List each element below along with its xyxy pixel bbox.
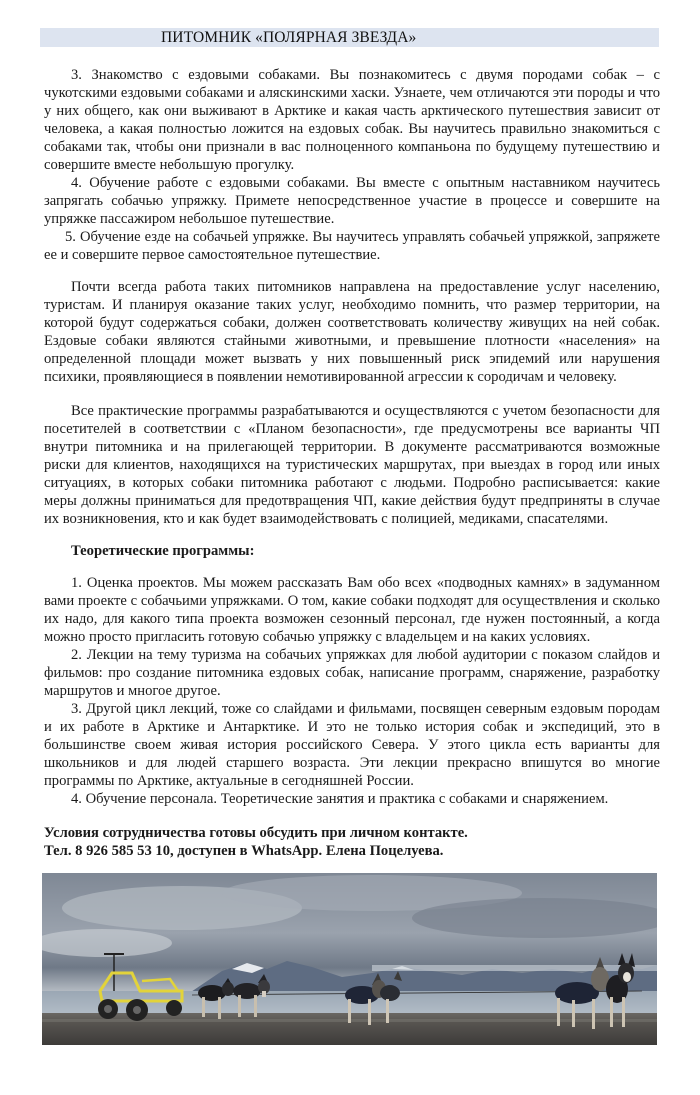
spacer xyxy=(44,808,660,824)
spacer xyxy=(44,528,660,542)
paragraph-safety: Все практические программы разрабатываются и осуществляются с учетом безопасности для посетителей в соответствии с «Планом безопасности», где предусмотрены все варианты ЧП внутри питомника и на прилегающей территории. В документе рассматриваются возможные риски для клиентов, находящихся на туристических маршрутах, при выездах в город или иных ситуациях, в которых собаки питомника работают с людьми. Подробно расписывается: какие меры должны приниматься для предотвращения ЧП, какие действия будут предприняты в случае их возникновения, кто и как будет взаимодействовать с полицией, медиками, спасателями. xyxy=(44,403,660,527)
practical-item-3: 3. Знакомство с ездовыми собаками. Вы познакомитесь с двумя породами собак – с чукотскими ездовыми собаками и аляскинскими хаски. Узнаете, чем отличаются эти породы и что у них общего, как они выживают в Арктике и какая часть арктического путешествия зависит от человека, а какая полностью ложится на ездовых собак. Вы научитесь правильно знакомиться с собаками так, чтобы они признали в вас полноценного компаньона по будущему путешествию и совершите вместе небольшую прогулку. xyxy=(44,67,660,173)
theory-item-3: 3. Другой цикл лекций, тоже со слайдами и фильмами, посвящен северным ездовым породам и их работе в Арктике и Антарктике. И это не только история собак и экспедиций, это в большинстве своем живая история российского Севера. У этого цикла есть варианты для школьников и для людей старшего возраста. Эти лекции прекрасно впишутся во многие программы по Арктике, актуальные в сегодняшней России. xyxy=(44,701,660,789)
contact-line-2: Тел. 8 926 585 53 10, доступен в WhatsApp. Елена Поцелуева. xyxy=(44,843,444,859)
spacer xyxy=(44,560,660,574)
theory-item-1: 1. Оценка проектов. Мы можем рассказать Вам обо всех «подводных камнях» в задуманном вами проекте с собачьими упряжками. О том, какие собаки подходят для осуществления и сколько их надо, для какого типа проекта возможен сезонный персонал, где нужен постоянный, а когда можно просто пригласить готовую собачью упряжку с владельцем и на каких условиях. xyxy=(44,575,660,645)
photo-sled-dogs-icon xyxy=(42,873,657,1045)
page-title: ПИТОМНИК «ПОЛЯРНАЯ ЗВЕЗДА» xyxy=(161,29,417,46)
section-heading-theory: Теоретические программы: xyxy=(71,543,255,559)
sled-dogs-photo xyxy=(42,873,657,1045)
practical-item-5: 5. Обучение езде на собачьей упряжке. Вы научитесь управлять собачьей упряжкой, запряжете ее и совершите первое самостоятельное путешествие. xyxy=(44,229,660,263)
practical-item-4: 4. Обучение работе с ездовыми собаками. Вы вместе с опытным наставником научитесь запрягать собачью упряжку. Примете непосредственное участие в процессе и совершите на упряжке пассажиром небольшое путешествие. xyxy=(44,175,660,227)
theory-item-2: 2. Лекции на тему туризма на собачьих упряжках для любой аудитории с показом слайдов и фильмов: про создание питомника ездовых собак, написание программ, снаряжение, разработку маршрутов и многое другое. xyxy=(44,647,660,699)
spacer xyxy=(44,264,660,278)
spacer xyxy=(44,386,660,402)
header-band xyxy=(40,28,659,47)
paragraph-territory: Почти всегда работа таких питомников направлена на предоставление услуг населению, туристам. И планируя оказание таких услуг, необходимо помнить, что размер территории, на которой будут содержаться собаки, должен соответствовать количеству живущих на ней собак. Ездовые собаки являются стайными животными, и превышение плотности «населения» на определенной площади может вызвать у них повышенный риск эпидемий или нарушения психики, проявляющиеся в появлении немотивированной агрессии к сородичам и человеку. xyxy=(44,279,660,385)
contact-line-1: Условия сотрудничества готовы обсудить при личном контакте. xyxy=(44,825,468,841)
theory-item-4: 4. Обучение персонала. Теоретические занятия и практика с собаками и снаряжением. xyxy=(71,791,609,807)
document-body xyxy=(44,66,660,860)
